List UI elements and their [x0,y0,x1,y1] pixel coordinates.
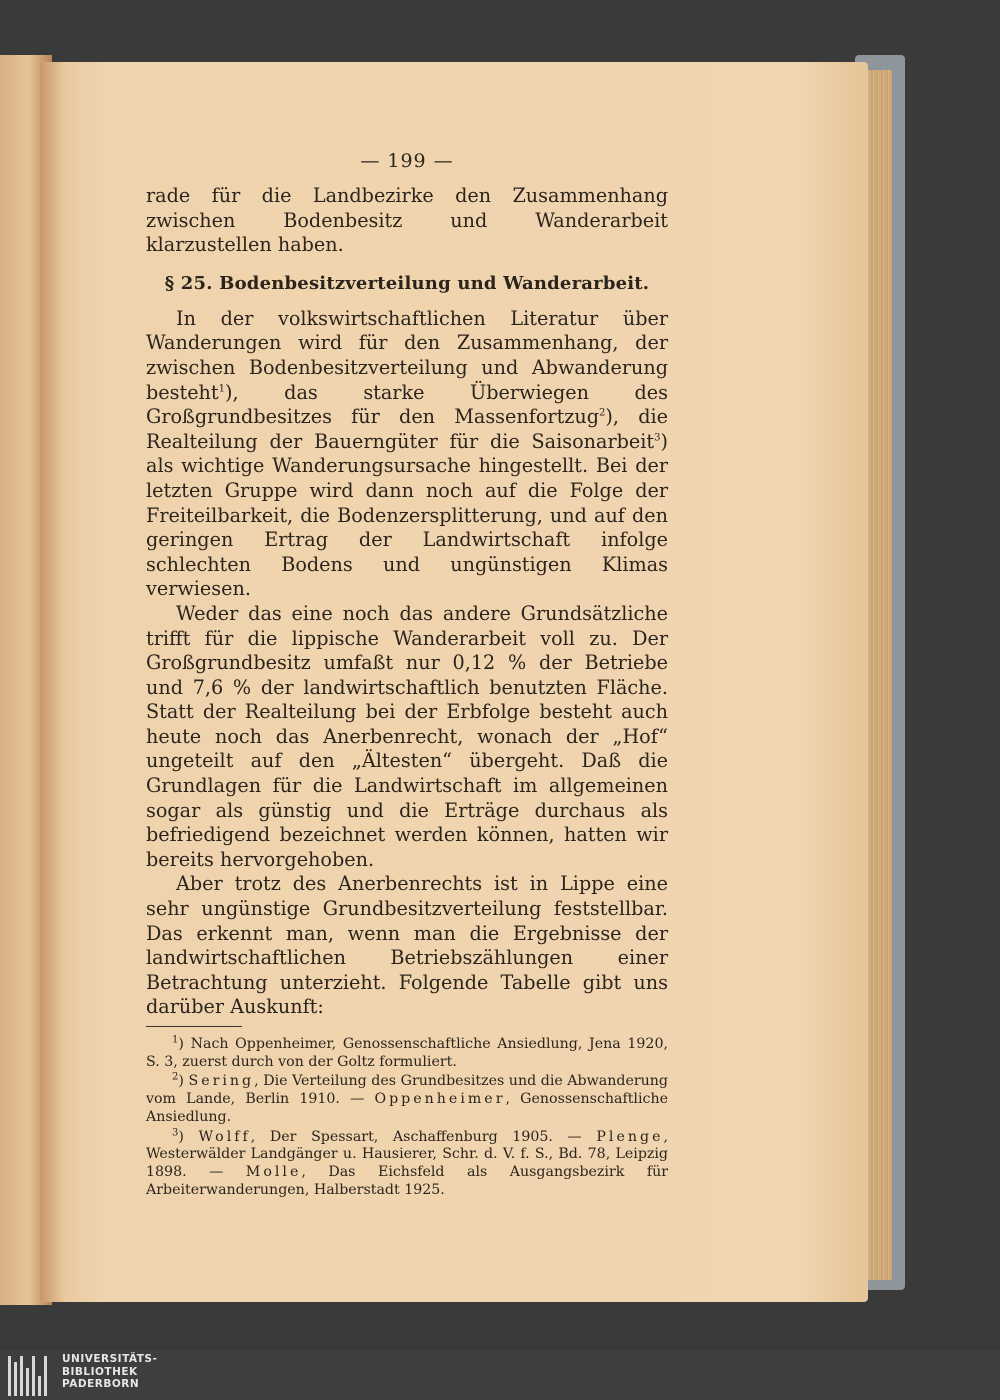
footnote-3: $^3$) Wolff, Der Spessart, Aschaffenburg 1905. — Plenge, Westerwälder Landgänger u. Hausierer, Schr. d. V. f. S., Bd. 78, Leipzig 1898. — Molle, Das Eichsfeld als Ausgangsbezirk für Arbeiterwanderungen, Halberstadt 1925. [146,1126,668,1198]
footnote-ref-2[interactable]: 2 [599,407,606,419]
footnote-2: $^2$) Sering, Die Verteilung des Grundbesitzes und die Abwanderung vom Lande, Berlin 1910. — Oppenheimer, Genossenschaftliche Ansiedlung. [146,1071,668,1125]
page-text [146,150,668,1201]
page-number: — 199 — [360,150,454,172]
footnote-divider [146,1026,242,1027]
paragraph-1: In der volkswirtschaftlichen Literatur über Wanderungen wird für den Zusammenhang, der zwischen Bodenbesitzverteilung und Abwanderung besteht$^1$), das starke Überwiegen des Großgrundbesitzes für den Massenfortzug$^2$), die Realteilung der Bauerngüter für die Saisonarbeit$^3$) als wichtige Wanderungsursache hingestellt. Bei der letzten Gruppe wird dann noch auf die Folge der Freiteilbarkeit, die Bodenzersplitterung, und auf den geringen Ertrag der Landwirtschaft infolge schlechten Bodens und ungünstigen Klimas verwiesen. [146,306,668,601]
footnote-ref-1[interactable]: 1 [218,383,225,395]
library-logo-text: UNIVERSITÄTS- BIBLIOTHEK PADERBORN [62,1353,158,1390]
footnote-ref-3[interactable]: 3 [654,432,661,444]
section-heading: § 25. Bodenbesitzverteilung und Wanderarbeit. [164,272,650,294]
library-logo-icon [8,1352,54,1396]
paragraph-2: Weder das eine noch das andere Grundsätzliche trifft für die lippische Wanderarbeit voll zu. Der Großgrundbesitz umfaßt nur 0,12 % der Betriebe und 7,6 % der landwirtschaftlich benutzten Fläche. Statt der Realteilung bei der Erbfolge besteht auch heute noch das Anerbenrecht, wonach der „Hof“ ungeteilt auf den „Ältesten“ übergeht. Daß die Grundlagen für die Landwirtschaft im allgemeinen sogar als günstig und die Erträge durchaus als befriedigend bezeichnet werden können, hatten wir bereits hervorgehoben. [146,601,668,871]
paragraph-3: Aber trotz des Anerbenrechts ist in Lippe eine sehr ungünstige Grundbesitzverteilung feststellbar. Das erkennt man, wenn man die Ergebnisse der landwirtschaftlichen Betriebszählungen einer Betrachtung unterzieht. Folgende Tabelle gibt uns darüber Auskunft: [146,872,668,1019]
footnote-1: $^1$) Nach Oppenheimer, Genossenschaftliche Ansiedlung, Jena 1920, S. 3, zuerst durch von der Goltz formuliert. [146,1034,668,1070]
intro-paragraph: rade für die Landbezirke den Zusammenhang zwischen Bodenbesitz und Wanderarbeit klarzustellen haben. [146,184,668,257]
